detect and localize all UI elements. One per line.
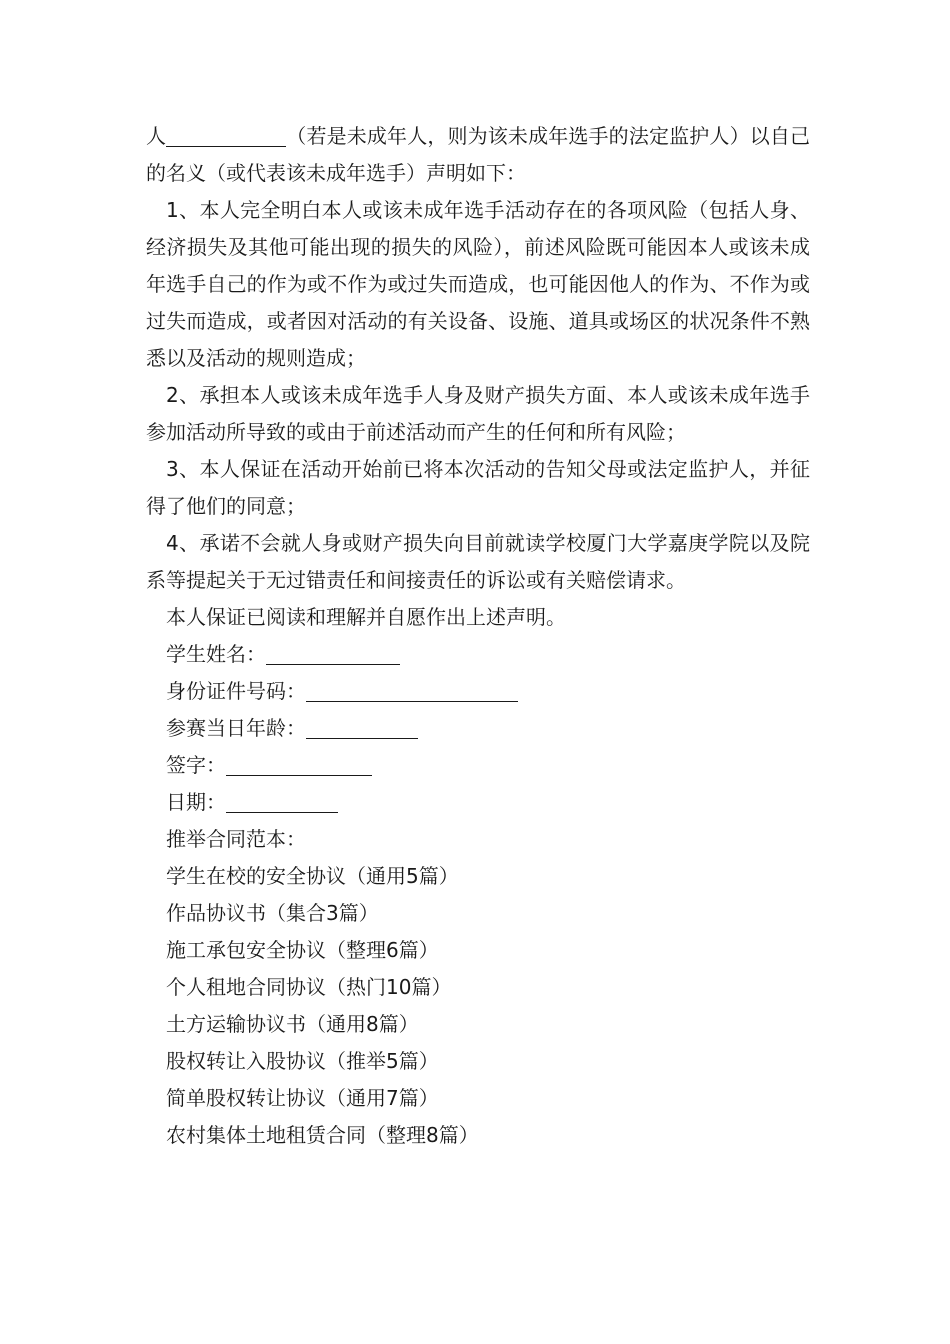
recommended-heading: 推举合同范本： [166,827,306,851]
clause-2: 2、承担本人或该未成年选手人身及财产损失方面、本人或该未成年选手参加活动所导致的或由于前述活动而产生的任何和所有风险； [146,383,810,444]
list-item: 简单股权转让协议（通用7篇） [166,1086,439,1110]
document-body [146,118,810,1154]
list-item: 作品协议书（集合3篇） [166,901,379,925]
id-number-label: 身份证件号码： [166,679,306,703]
student-name-blank [266,642,400,665]
id-number-row [146,673,810,710]
list-item: 学生在校的安全协议（通用5篇） [166,864,459,888]
date-blank [226,790,338,813]
guardian-name-blank [166,124,286,147]
clause-1: 1、本人完全明白本人或该未成年选手活动存在的各项风险（包括人身、经济损失及其他可能出现的损失的风险），前述风险既可能因本人或该未成年选手自己的作为或不作为或过失而造成，也可能因他人的作为、不作为或过失而造成，或者因对活动的有关设备、设施、道具或场区的状况条件不熟悉以及活动的规则造成； [146,198,810,370]
date-label: 日期： [166,790,226,814]
signature-blank [226,753,372,776]
student-name-row [146,636,810,673]
age-label: 参赛当日年龄： [166,716,306,740]
clause-4: 4、承诺不会就人身或财产损失向目前就读学校厦门大学嘉庚学院以及院系等提起关于无过错责任和间接责任的诉讼或有关赔偿请求。 [146,531,810,592]
list-item: 施工承包安全协议（整理6篇） [166,938,439,962]
date-row [146,784,810,821]
list-item: 土方运输协议书（通用8篇） [166,1012,419,1036]
list-item: 股权转让入股协议（推举5篇） [166,1049,439,1073]
clause-3: 3、本人保证在活动开始前已将本次活动的告知父母或法定监护人，并征得了他们的同意； [146,457,810,518]
student-name-label: 学生姓名： [166,642,266,666]
intro-rest-text: （若是未成年人，则为该未成年选手的法定监护人）以自己的名义（或代表该未成年选手）声明如下： [146,124,811,185]
confirmation-statement: 本人保证已阅读和理解并自愿作出上述声明。 [166,605,566,629]
id-number-blank [306,679,518,702]
recommended-list [146,858,810,1154]
signature-label: 签字： [166,753,226,777]
list-item: 农村集体土地租赁合同（整理8篇） [166,1123,479,1147]
declaration-intro [146,118,810,192]
age-row [146,710,810,747]
intro-start-text: 人 [146,124,167,148]
age-blank [306,716,418,739]
signature-row [146,747,810,784]
list-item: 个人租地合同协议（热门10篇） [166,975,452,999]
